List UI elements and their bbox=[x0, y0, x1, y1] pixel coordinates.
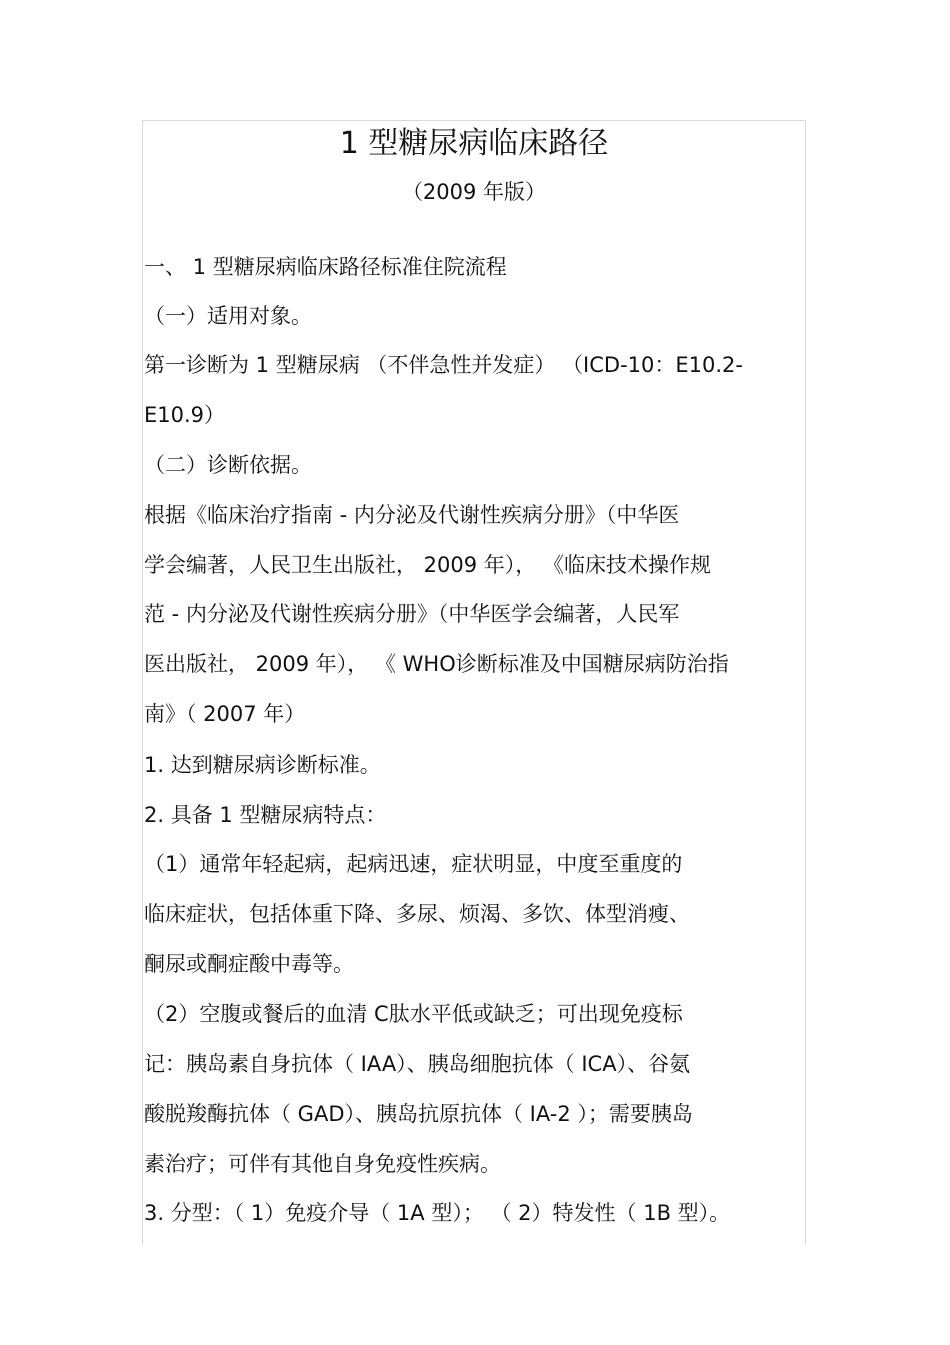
list-item: 2. 具备 1 型糖尿病特点： bbox=[144, 803, 387, 827]
paragraph-line: 医出版社， 2009 年）， 《 WHO诊断标准及中国糖尿病防治指 bbox=[144, 652, 729, 676]
paragraph-line: 学会编著，人民卫生出版社， 2009 年）， 《临床技术操作规 bbox=[144, 553, 711, 577]
paragraph-line: （2）空腹或餐后的血清 C肽水平低或缺乏；可出现免疫标 bbox=[144, 1002, 683, 1026]
paragraph-line: E10.9） bbox=[144, 403, 226, 427]
paragraph-line: （1）通常年轻起病，起病迅速，症状明显，中度至重度的 bbox=[144, 852, 683, 876]
paragraph-line: 范 - 内分泌及代谢性疾病分册》（中华医学会编著，人民军 bbox=[144, 602, 680, 626]
section-heading: 一、 1 型糖尿病临床路径标准住院流程 bbox=[144, 255, 507, 279]
paragraph-line: 酮尿或酮症酸中毒等。 bbox=[144, 952, 354, 976]
list-item: 1. 达到糖尿病诊断标准。 bbox=[144, 753, 381, 777]
list-item: 3. 分型：（ 1）免疫介导（ 1A 型）； （ 2）特发性（ 1B 型）。 bbox=[144, 1201, 731, 1225]
paragraph-line: 第一诊断为 1 型糖尿病 （不伴急性并发症） （ICD-10：E10.2- bbox=[144, 353, 743, 377]
document-subtitle: （2009 年版） bbox=[401, 180, 547, 204]
paragraph-line: 南》（ 2007 年） bbox=[144, 702, 306, 726]
paragraph-line: 记：胰岛素自身抗体（ IAA）、胰岛细胞抗体（ ICA）、谷氨 bbox=[144, 1052, 691, 1076]
document-title: 1 型糖尿病临床路径 bbox=[339, 126, 609, 161]
subsection-heading: （一）适用对象。 bbox=[144, 304, 312, 328]
paragraph-line: 根据《临床治疗指南 - 内分泌及代谢性疾病分册》（中华医 bbox=[144, 503, 680, 527]
paragraph-line: 酸脱羧酶抗体（ GAD）、胰岛抗原抗体（ IA-2 ）；需要胰岛 bbox=[144, 1102, 693, 1126]
paragraph-line: 临床症状，包括体重下降、多尿、烦渴、多饮、体型消瘦、 bbox=[144, 902, 690, 926]
paragraph-line: 素治疗；可伴有其他自身免疫性疾病。 bbox=[144, 1152, 501, 1176]
subsection-heading: （二）诊断依据。 bbox=[144, 453, 312, 477]
